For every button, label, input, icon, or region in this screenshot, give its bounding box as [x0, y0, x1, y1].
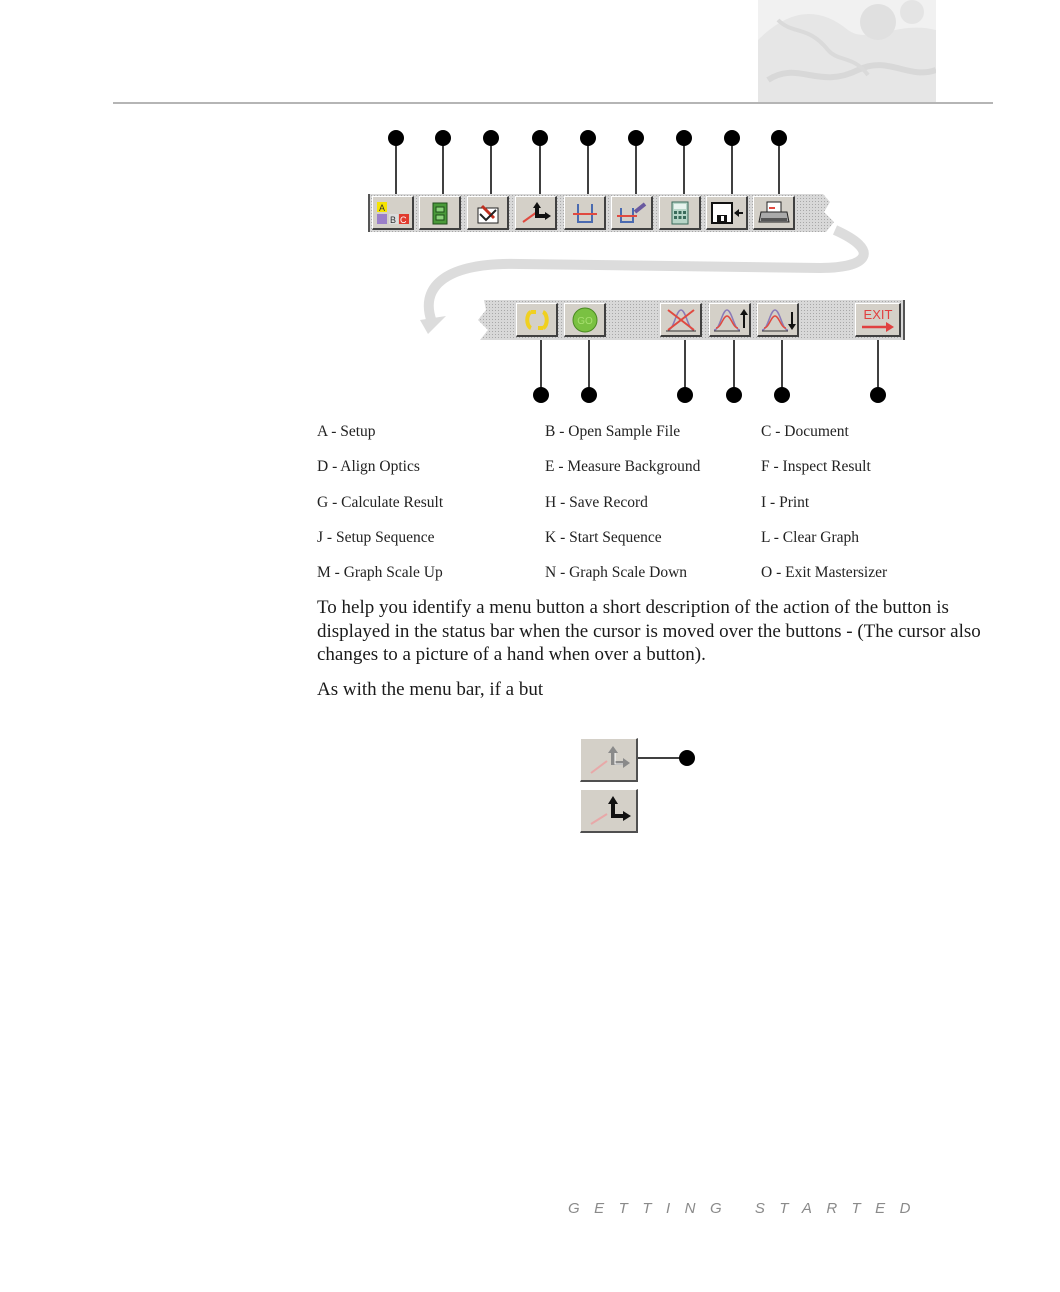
measure-background-button[interactable] — [564, 196, 606, 230]
graph-scale-up-button[interactable] — [709, 303, 751, 337]
decorative-header-artwork — [758, 0, 936, 104]
inspect-result-icon — [615, 200, 649, 226]
calculate-result-button[interactable] — [659, 196, 701, 230]
align-optics-enabled-icon — [585, 794, 633, 828]
setup-button[interactable] — [372, 196, 414, 230]
clear-graph-icon — [664, 306, 698, 334]
legend-item: K - Start Sequence — [545, 529, 662, 546]
svg-text:EXIT: EXIT — [863, 306, 892, 322]
align-optics-disabled-icon — [585, 743, 633, 777]
legend-item: G - Calculate Result — [317, 494, 444, 511]
legend-item: J - Setup Sequence — [317, 529, 435, 546]
legend-item: F - Inspect Result — [761, 458, 871, 475]
print-icon — [757, 200, 791, 226]
legend-item: B - Open Sample File — [545, 423, 681, 440]
graph-scale-down-icon — [760, 306, 796, 334]
svg-text:A: A — [378, 202, 385, 213]
legend-item: M - Graph Scale Up — [317, 564, 443, 581]
exit-button[interactable] — [855, 303, 901, 337]
print-button[interactable] — [753, 196, 795, 230]
align-optics-disabled-button[interactable] — [580, 738, 638, 782]
header-rule — [113, 102, 993, 104]
save-record-icon — [709, 200, 745, 226]
save-record-button[interactable] — [706, 196, 748, 230]
calculate-result-icon — [665, 200, 695, 226]
align-optics-icon — [519, 200, 553, 226]
page-footer: GETTING STARTED — [568, 1200, 925, 1217]
exit-icon — [858, 306, 898, 334]
start-sequence-button[interactable] — [564, 303, 606, 337]
document-button[interactable] — [467, 196, 509, 230]
svg-text:C: C — [399, 214, 406, 225]
setup-sequence-button[interactable] — [516, 303, 558, 337]
legend-item: D - Align Optics — [317, 458, 420, 475]
setup-sequence-icon — [522, 306, 552, 334]
inspect-result-button[interactable] — [611, 196, 653, 230]
body-paragraph-truncated: As with the menu bar, if a but — [317, 679, 544, 700]
graph-scale-down-button[interactable] — [757, 303, 799, 337]
align-optics-enabled-button[interactable] — [580, 789, 638, 833]
legend-item: H - Save Record — [545, 494, 648, 511]
legend-item: N - Graph Scale Down — [545, 564, 688, 581]
svg-text:B: B — [389, 214, 396, 225]
clear-graph-button[interactable] — [660, 303, 702, 337]
open-sample-file-button[interactable] — [419, 196, 461, 230]
legend-item: O - Exit Mastersizer — [761, 564, 888, 581]
main-toolbar — [368, 192, 838, 234]
graph-scale-up-icon — [712, 306, 748, 334]
legend-item: A - Setup — [317, 423, 376, 440]
svg-text:GO: GO — [576, 315, 593, 327]
legend-item: E - Measure Background — [545, 458, 701, 475]
align-optics-button[interactable] — [515, 196, 557, 230]
legend-item: L - Clear Graph — [761, 529, 859, 546]
legend-item: I - Print — [761, 494, 810, 511]
start-sequence-icon — [570, 306, 600, 334]
open-sample-file-icon — [425, 200, 455, 226]
measure-background-icon — [570, 200, 600, 226]
body-paragraph: To help you identify a menu button a short description of the action of the button is displayed in the status bar when the cursor is moved over the buttons - (The cursor also changes to a picture of a hand when over a button). — [317, 597, 981, 665]
setup-icon — [375, 200, 411, 226]
legend-item: C - Document — [761, 423, 849, 440]
sequence-toolbar — [474, 298, 906, 342]
document-icon — [472, 200, 504, 226]
